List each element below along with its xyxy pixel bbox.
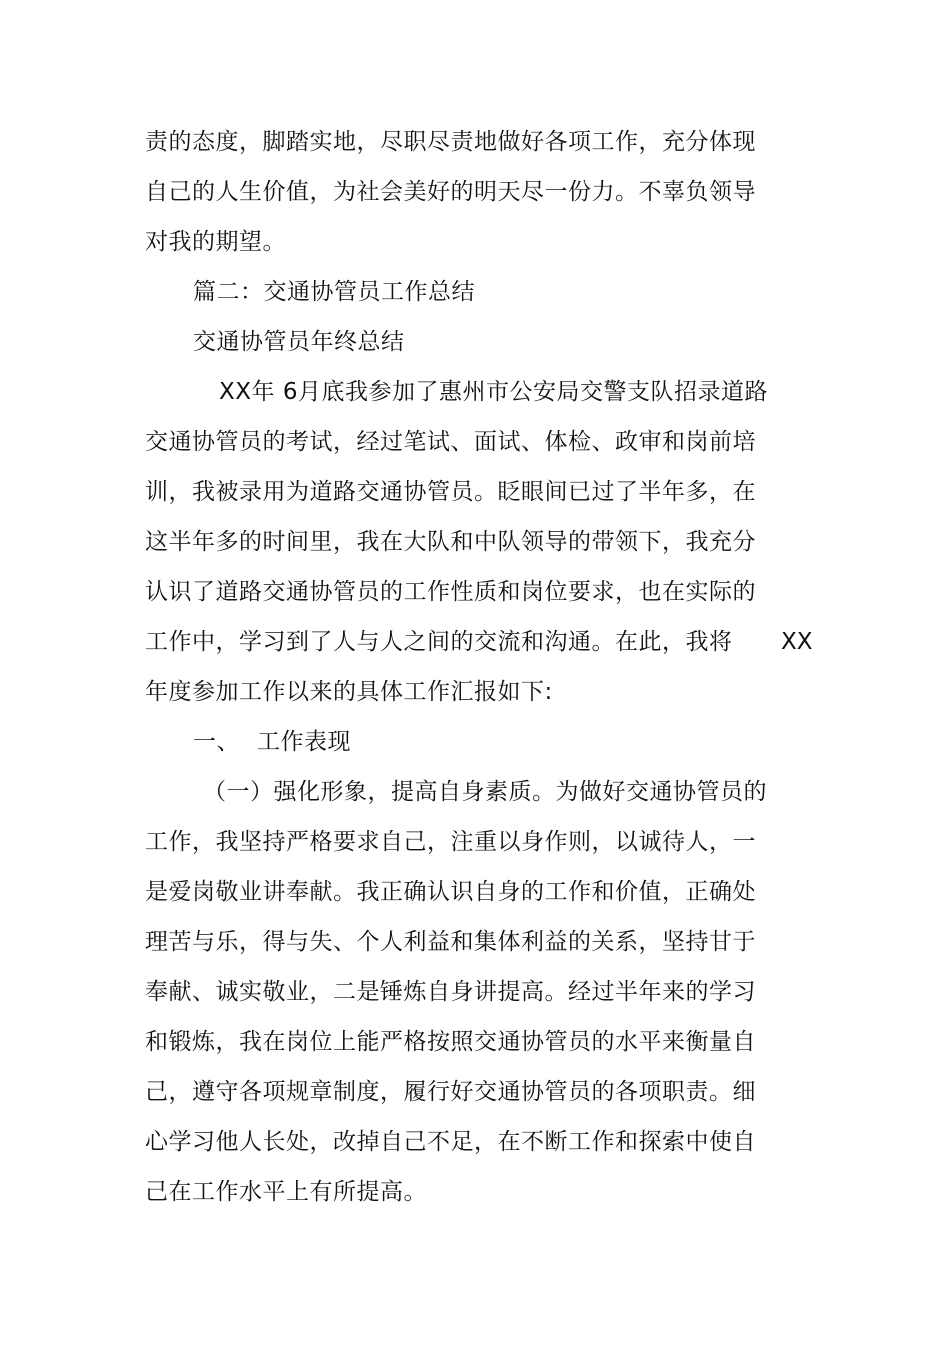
paragraph-line: 责的态度，脚踏实地，尽职尽责地做好各项工作，充分体现 [145, 129, 756, 155]
paragraph-line: 工作中，学习到了人与人之间的交流和沟通。在此，我将 [145, 629, 733, 655]
paragraph-line: 对我的期望。 [145, 229, 286, 255]
paragraph-line: 这半年多的时间里，我在大队和中队领导的带领下，我充分 [145, 529, 756, 555]
paragraph-line: 自己的人生价值，为社会美好的明天尽一份力。不辜负领导 [145, 179, 756, 205]
paragraph-line: 理苦与乐，得与失、个人利益和集体利益的关系，坚持甘于 [145, 929, 756, 955]
paragraph-line: 己，遵守各项规章制度，履行好交通协管员的各项职责。细 [145, 1079, 756, 1105]
section-title: 工作表现 [257, 729, 351, 755]
paragraph-line: 认识了道路交通协管员的工作性质和岗位要求，也在实际的 [145, 579, 756, 605]
paragraph-line: 奉献、诚实敬业，二是锤炼自身讲提高。经过半年来的学习 [145, 979, 756, 1005]
paragraph-line: 工作，我坚持严格要求自己，注重以身作则，以诚待人，一 [145, 829, 756, 855]
paragraph-line: 年度参加工作以来的具体工作汇报如下: [145, 679, 553, 705]
paragraph-line: （一）强化形象，提高自身素质。为做好交通协管员的 [203, 779, 767, 805]
paragraph-line: 己在工作水平上有所提高。 [145, 1179, 427, 1205]
paragraph-line: 训，我被录用为道路交通协管员。眨眼间已过了半年多，在 [145, 479, 756, 505]
year-placeholder: XX [781, 629, 813, 655]
paragraph-line: 是爱岗敬业讲奉献。我正确认识自身的工作和价值，正确处 [145, 879, 756, 905]
section-number: 一、 [193, 729, 240, 755]
paragraph-line: 和锻炼，我在岗位上能严格按照交通协管员的水平来衡量自 [145, 1029, 756, 1055]
paragraph-line: 心学习他人长处，改掉自己不足，在不断工作和探索中使自 [145, 1129, 756, 1155]
document-subtitle: 交通协管员年终总结 [193, 329, 405, 355]
section-heading [193, 727, 351, 757]
chapter-title: 篇二：交通协管员工作总结 [193, 279, 475, 305]
paragraph-line: XX年 6月底我参加了惠州市公安局交警支队招录道路 [219, 379, 768, 405]
paragraph-line: 交通协管员的考试，经过笔试、面试、体检、政审和岗前培 [145, 429, 756, 455]
